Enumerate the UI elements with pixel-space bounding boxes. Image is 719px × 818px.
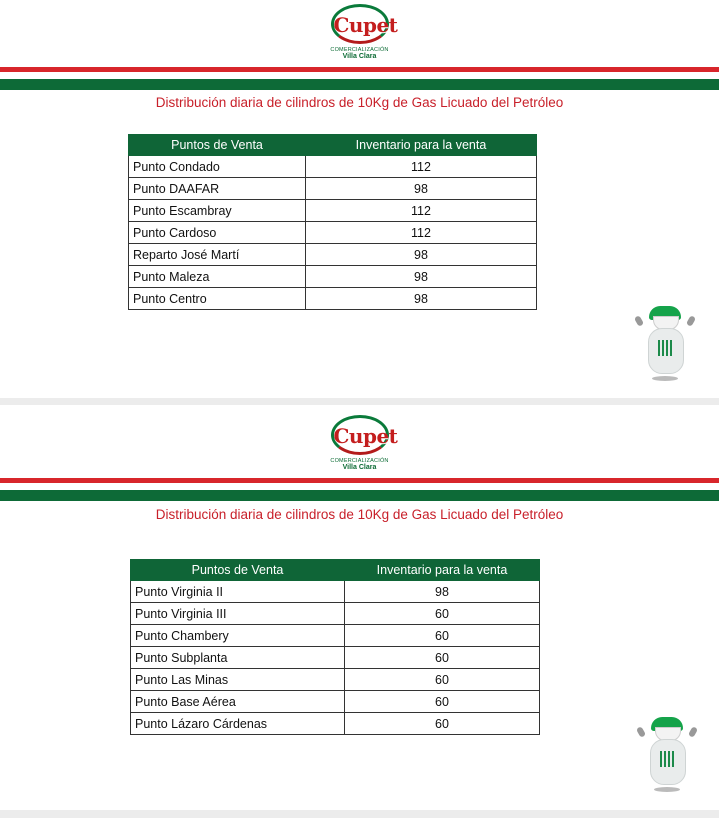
inventory-value: 112	[306, 222, 537, 244]
point-name: Punto Centro	[129, 288, 306, 310]
gas-cylinder-mascot-icon	[630, 306, 700, 386]
table-row	[129, 178, 537, 200]
inventory-value: 98	[306, 244, 537, 266]
distribution-panel-1	[0, 0, 719, 398]
cupet-emblem-icon	[331, 415, 398, 455]
logo-brand: Cupet	[333, 13, 398, 37]
inventory-value: 98	[345, 581, 540, 603]
inventory-table-1	[128, 134, 537, 310]
logo-line2: Villa Clara	[342, 53, 377, 60]
table-row	[129, 266, 537, 288]
table-row	[129, 288, 537, 310]
inventory-value: 60	[345, 647, 540, 669]
column-header-inventory: Inventario para la venta	[306, 135, 537, 156]
table-row	[129, 244, 537, 266]
table-row	[129, 222, 537, 244]
inventory-value: 98	[306, 288, 537, 310]
logo-line1: COMERCIALIZACIÓN	[330, 47, 389, 53]
inventory-value: 60	[345, 625, 540, 647]
table-row	[131, 581, 540, 603]
inventory-value: 60	[345, 669, 540, 691]
column-header-points: Puntos de Venta	[131, 560, 345, 581]
inventory-table-2	[130, 559, 540, 735]
page-title: Distribución diaria de cilindros de 10Kg de Gas Licuado del Petróleo	[155, 507, 564, 522]
point-name: Punto Las Minas	[131, 669, 345, 691]
distribution-panel-2	[0, 405, 719, 810]
point-name: Punto DAAFAR	[129, 178, 306, 200]
cupet-logo	[315, 415, 405, 471]
inventory-value: 60	[345, 603, 540, 625]
table-row	[131, 713, 540, 735]
table-row	[129, 156, 537, 178]
cupet-logo	[315, 4, 405, 60]
table-row	[131, 603, 540, 625]
column-header-points: Puntos de Venta	[129, 135, 306, 156]
inventory-value: 60	[345, 713, 540, 735]
inventory-value: 112	[306, 156, 537, 178]
point-name: Punto Virginia II	[131, 581, 345, 603]
cupet-emblem-icon	[331, 4, 398, 44]
point-name: Punto Escambray	[129, 200, 306, 222]
table-row	[129, 200, 537, 222]
inventory-value: 98	[306, 178, 537, 200]
inventory-value: 60	[345, 691, 540, 713]
red-stripe	[0, 67, 719, 72]
logo-brand: Cupet	[333, 424, 398, 448]
point-name: Punto Base Aérea	[131, 691, 345, 713]
point-name: Reparto José Martí	[129, 244, 306, 266]
page-title: Distribución diaria de cilindros de 10Kg de Gas Licuado del Petróleo	[155, 95, 564, 110]
point-name: Punto Subplanta	[131, 647, 345, 669]
table-row	[131, 647, 540, 669]
point-name: Punto Maleza	[129, 266, 306, 288]
gas-cylinder-mascot-icon	[632, 717, 702, 797]
red-stripe	[0, 478, 719, 483]
table-header-row	[131, 560, 540, 581]
logo-line1: COMERCIALIZACIÓN	[330, 458, 389, 464]
point-name: Punto Chambery	[131, 625, 345, 647]
inventory-value: 98	[306, 266, 537, 288]
inventory-value: 112	[306, 200, 537, 222]
logo-line2: Villa Clara	[342, 464, 377, 471]
table-row	[131, 625, 540, 647]
column-header-inventory: Inventario para la venta	[345, 560, 540, 581]
point-name: Punto Cardoso	[129, 222, 306, 244]
point-name: Punto Condado	[129, 156, 306, 178]
point-name: Punto Lázaro Cárdenas	[131, 713, 345, 735]
table-row	[131, 669, 540, 691]
green-stripe	[0, 79, 719, 90]
point-name: Punto Virginia III	[131, 603, 345, 625]
table-row	[131, 691, 540, 713]
table-header-row	[129, 135, 537, 156]
green-stripe	[0, 490, 719, 501]
